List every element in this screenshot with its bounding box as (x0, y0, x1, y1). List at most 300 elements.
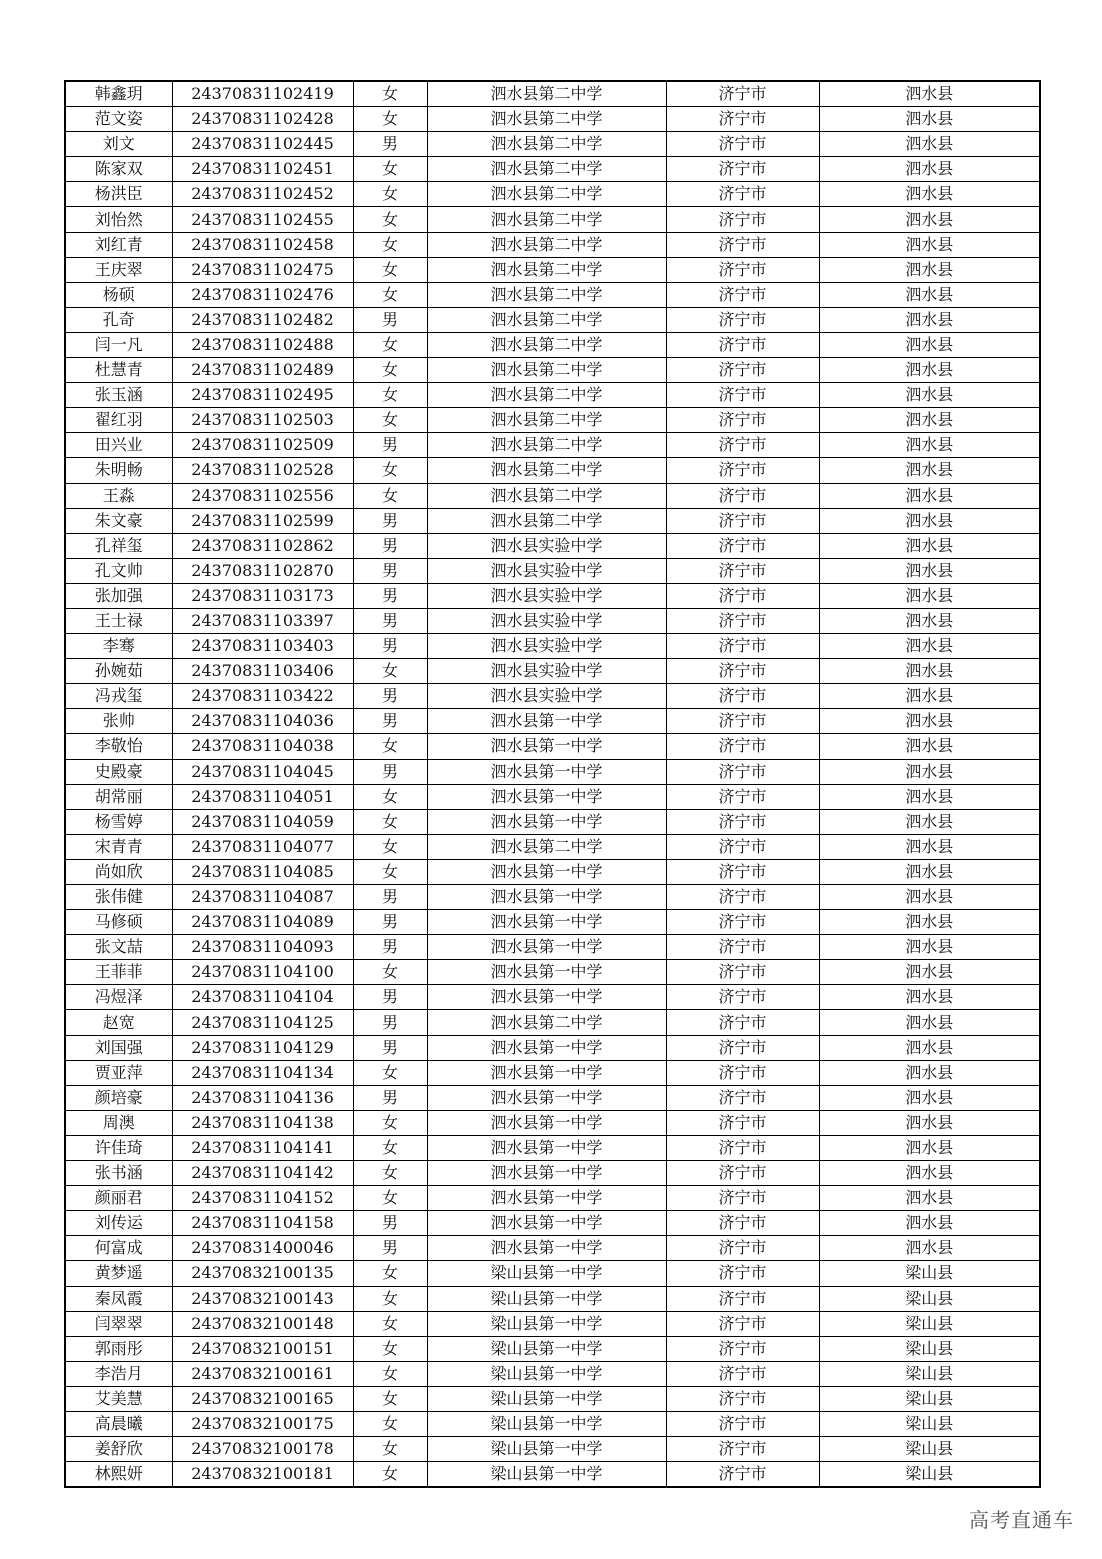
city-cell: 济宁市 (666, 458, 819, 483)
gender-cell: 女 (353, 483, 427, 508)
gender-cell: 女 (353, 1311, 427, 1336)
county-cell: 泗水县 (819, 257, 1040, 282)
city-cell: 济宁市 (666, 433, 819, 458)
gender-cell: 女 (353, 1135, 427, 1160)
city-cell: 济宁市 (666, 1085, 819, 1110)
city-cell: 济宁市 (666, 1386, 819, 1411)
city-cell: 济宁市 (666, 1060, 819, 1085)
county-cell: 泗水县 (819, 1035, 1040, 1060)
city-cell: 济宁市 (666, 1161, 819, 1186)
county-cell: 泗水县 (819, 107, 1040, 132)
table-row (65, 1110, 1040, 1135)
table-row (65, 1236, 1040, 1261)
school-cell: 梁山县第一中学 (427, 1286, 666, 1311)
student-name-cell: 胡常丽 (65, 784, 172, 809)
city-cell: 济宁市 (666, 910, 819, 935)
exam-number-cell: 24370831104125 (172, 1010, 353, 1035)
county-cell: 泗水县 (819, 458, 1040, 483)
county-cell: 泗水县 (819, 1161, 1040, 1186)
school-cell: 泗水县第二中学 (427, 107, 666, 132)
school-cell: 泗水县第二中学 (427, 282, 666, 307)
county-cell: 泗水县 (819, 960, 1040, 985)
student-name-cell: 陈家双 (65, 157, 172, 182)
student-name-cell: 闫翠翠 (65, 1311, 172, 1336)
city-cell: 济宁市 (666, 232, 819, 257)
city-cell: 济宁市 (666, 107, 819, 132)
city-cell: 济宁市 (666, 1186, 819, 1211)
table-row (65, 734, 1040, 759)
table-row (65, 458, 1040, 483)
student-name-cell: 田兴业 (65, 433, 172, 458)
table-row (65, 157, 1040, 182)
county-cell: 泗水县 (819, 709, 1040, 734)
student-name-cell: 秦凤霞 (65, 1286, 172, 1311)
county-cell: 泗水县 (819, 1060, 1040, 1085)
student-name-cell: 颜培豪 (65, 1085, 172, 1110)
exam-number-cell: 24370832100175 (172, 1411, 353, 1436)
table-row (65, 684, 1040, 709)
exam-number-cell: 24370831104152 (172, 1186, 353, 1211)
table-row (65, 910, 1040, 935)
student-name-cell: 王淼 (65, 483, 172, 508)
student-name-cell: 黄梦遥 (65, 1261, 172, 1286)
exam-number-cell: 24370831102870 (172, 558, 353, 583)
county-cell: 泗水县 (819, 533, 1040, 558)
exam-number-cell: 24370831104104 (172, 985, 353, 1010)
table-row (65, 257, 1040, 282)
school-cell: 泗水县第一中学 (427, 784, 666, 809)
city-cell: 济宁市 (666, 132, 819, 157)
school-cell: 泗水县第二中学 (427, 207, 666, 232)
gender-cell: 女 (353, 1186, 427, 1211)
school-cell: 泗水县第一中学 (427, 1211, 666, 1236)
table-row (65, 132, 1040, 157)
exam-number-cell: 24370831102862 (172, 533, 353, 558)
student-name-cell: 史殿豪 (65, 759, 172, 784)
table-row (65, 282, 1040, 307)
gender-cell: 男 (353, 935, 427, 960)
exam-number-cell: 24370831102503 (172, 408, 353, 433)
table-row (65, 81, 1040, 107)
table-row (65, 1261, 1040, 1286)
table-row (65, 659, 1040, 684)
exam-number-cell: 24370831102488 (172, 332, 353, 357)
gender-cell: 男 (353, 1035, 427, 1060)
exam-number-cell: 24370832100148 (172, 1311, 353, 1336)
table-row (65, 1286, 1040, 1311)
student-name-cell: 贾亚萍 (65, 1060, 172, 1085)
gender-cell: 男 (353, 885, 427, 910)
student-name-cell: 许佳琦 (65, 1135, 172, 1160)
county-cell: 泗水县 (819, 834, 1040, 859)
city-cell: 济宁市 (666, 1286, 819, 1311)
student-name-cell: 翟红羽 (65, 408, 172, 433)
county-cell: 泗水县 (819, 784, 1040, 809)
school-cell: 梁山县第一中学 (427, 1437, 666, 1462)
exam-number-cell: 24370831104093 (172, 935, 353, 960)
roster-body (65, 81, 1040, 1487)
gender-cell: 男 (353, 1211, 427, 1236)
table-row (65, 383, 1040, 408)
city-cell: 济宁市 (666, 885, 819, 910)
gender-cell: 女 (353, 1060, 427, 1085)
school-cell: 梁山县第一中学 (427, 1462, 666, 1488)
city-cell: 济宁市 (666, 809, 819, 834)
table-row (65, 709, 1040, 734)
student-name-cell: 王士禄 (65, 608, 172, 633)
gender-cell: 女 (353, 332, 427, 357)
gender-cell: 女 (353, 282, 427, 307)
table-row (65, 307, 1040, 332)
city-cell: 济宁市 (666, 935, 819, 960)
exam-number-cell: 24370831102599 (172, 508, 353, 533)
table-row (65, 533, 1040, 558)
gender-cell: 男 (353, 709, 427, 734)
school-cell: 泗水县第一中学 (427, 1060, 666, 1085)
gender-cell: 女 (353, 734, 427, 759)
gender-cell: 女 (353, 1286, 427, 1311)
table-row (65, 1135, 1040, 1160)
student-name-cell: 马修硕 (65, 910, 172, 935)
school-cell: 泗水县实验中学 (427, 659, 666, 684)
table-row (65, 332, 1040, 357)
city-cell: 济宁市 (666, 533, 819, 558)
gender-cell: 女 (353, 1110, 427, 1135)
gender-cell: 女 (353, 257, 427, 282)
gender-cell: 女 (353, 182, 427, 207)
school-cell: 梁山县第一中学 (427, 1386, 666, 1411)
city-cell: 济宁市 (666, 1336, 819, 1361)
city-cell: 济宁市 (666, 1361, 819, 1386)
gender-cell: 男 (353, 433, 427, 458)
gender-cell: 女 (353, 1386, 427, 1411)
student-name-cell: 王菲菲 (65, 960, 172, 985)
table-row (65, 1411, 1040, 1436)
county-cell: 泗水县 (819, 383, 1040, 408)
city-cell: 济宁市 (666, 1035, 819, 1060)
county-cell: 泗水县 (819, 859, 1040, 884)
school-cell: 泗水县第一中学 (427, 1110, 666, 1135)
student-name-cell: 杨洪臣 (65, 182, 172, 207)
gender-cell: 女 (353, 834, 427, 859)
exam-number-cell: 24370831104077 (172, 834, 353, 859)
school-cell: 泗水县实验中学 (427, 684, 666, 709)
exam-number-cell: 24370831102428 (172, 107, 353, 132)
student-name-cell: 张加强 (65, 583, 172, 608)
gender-cell: 男 (353, 634, 427, 659)
city-cell: 济宁市 (666, 684, 819, 709)
county-cell: 泗水县 (819, 182, 1040, 207)
exam-number-cell: 24370831104136 (172, 1085, 353, 1110)
city-cell: 济宁市 (666, 383, 819, 408)
table-row (65, 1010, 1040, 1035)
gender-cell: 女 (353, 383, 427, 408)
gender-cell: 女 (353, 1261, 427, 1286)
exam-number-cell: 24370831102495 (172, 383, 353, 408)
county-cell: 泗水县 (819, 608, 1040, 633)
exam-number-cell: 24370831104141 (172, 1135, 353, 1160)
city-cell: 济宁市 (666, 1311, 819, 1336)
county-cell: 泗水县 (819, 885, 1040, 910)
school-cell: 泗水县第一中学 (427, 1161, 666, 1186)
student-name-cell: 孔文帅 (65, 558, 172, 583)
student-name-cell: 张书涵 (65, 1161, 172, 1186)
gender-cell: 女 (353, 1437, 427, 1462)
school-cell: 泗水县第二中学 (427, 383, 666, 408)
exam-number-cell: 24370832100135 (172, 1261, 353, 1286)
student-name-cell: 刘传运 (65, 1211, 172, 1236)
gender-cell: 男 (353, 985, 427, 1010)
county-cell: 泗水县 (819, 332, 1040, 357)
school-cell: 泗水县第二中学 (427, 332, 666, 357)
county-cell: 泗水县 (819, 759, 1040, 784)
gender-cell: 男 (353, 1010, 427, 1035)
city-cell: 济宁市 (666, 583, 819, 608)
gender-cell: 女 (353, 960, 427, 985)
school-cell: 泗水县实验中学 (427, 533, 666, 558)
county-cell: 泗水县 (819, 684, 1040, 709)
student-name-cell: 李骞 (65, 634, 172, 659)
exam-number-cell: 24370831104059 (172, 809, 353, 834)
table-row (65, 1437, 1040, 1462)
school-cell: 泗水县第一中学 (427, 1085, 666, 1110)
exam-number-cell: 24370831102452 (172, 182, 353, 207)
county-cell: 梁山县 (819, 1437, 1040, 1462)
city-cell: 济宁市 (666, 81, 819, 107)
gender-cell: 男 (353, 508, 427, 533)
student-name-cell: 刘怡然 (65, 207, 172, 232)
city-cell: 济宁市 (666, 709, 819, 734)
table-row (65, 1161, 1040, 1186)
exam-number-cell: 24370831104085 (172, 859, 353, 884)
gender-cell: 男 (353, 684, 427, 709)
county-cell: 泗水县 (819, 634, 1040, 659)
gender-cell: 女 (353, 1411, 427, 1436)
table-row (65, 508, 1040, 533)
gender-cell: 女 (353, 81, 427, 107)
city-cell: 济宁市 (666, 1010, 819, 1035)
gender-cell: 女 (353, 358, 427, 383)
county-cell: 梁山县 (819, 1361, 1040, 1386)
exam-number-cell: 24370831102458 (172, 232, 353, 257)
gender-cell: 女 (353, 659, 427, 684)
gender-cell: 女 (353, 1361, 427, 1386)
student-name-cell: 郭雨彤 (65, 1336, 172, 1361)
student-name-cell: 张帅 (65, 709, 172, 734)
county-cell: 泗水县 (819, 282, 1040, 307)
exam-number-cell: 24370831103403 (172, 634, 353, 659)
school-cell: 泗水县第一中学 (427, 734, 666, 759)
student-name-cell: 韩鑫玥 (65, 81, 172, 107)
county-cell: 泗水县 (819, 659, 1040, 684)
school-cell: 泗水县第二中学 (427, 433, 666, 458)
gender-cell: 男 (353, 910, 427, 935)
exam-number-cell: 24370831104051 (172, 784, 353, 809)
city-cell: 济宁市 (666, 985, 819, 1010)
student-name-cell: 张伟健 (65, 885, 172, 910)
county-cell: 泗水县 (819, 408, 1040, 433)
exam-number-cell: 24370832100181 (172, 1462, 353, 1488)
student-name-cell: 刘国强 (65, 1035, 172, 1060)
student-name-cell: 冯戎玺 (65, 684, 172, 709)
city-cell: 济宁市 (666, 408, 819, 433)
county-cell: 泗水县 (819, 985, 1040, 1010)
city-cell: 济宁市 (666, 659, 819, 684)
exam-number-cell: 24370831104158 (172, 1211, 353, 1236)
school-cell: 泗水县第二中学 (427, 358, 666, 383)
school-cell: 泗水县实验中学 (427, 608, 666, 633)
county-cell: 梁山县 (819, 1336, 1040, 1361)
gender-cell: 女 (353, 458, 427, 483)
student-name-cell: 孙婉茹 (65, 659, 172, 684)
school-cell: 泗水县第二中学 (427, 508, 666, 533)
gender-cell: 男 (353, 307, 427, 332)
exam-number-cell: 24370831103397 (172, 608, 353, 633)
city-cell: 济宁市 (666, 182, 819, 207)
table-row (65, 1060, 1040, 1085)
city-cell: 济宁市 (666, 759, 819, 784)
student-name-cell: 赵宽 (65, 1010, 172, 1035)
school-cell: 泗水县第一中学 (427, 885, 666, 910)
school-cell: 泗水县第一中学 (427, 809, 666, 834)
county-cell: 泗水县 (819, 1211, 1040, 1236)
county-cell: 泗水县 (819, 583, 1040, 608)
county-cell: 泗水县 (819, 232, 1040, 257)
table-row (65, 759, 1040, 784)
table-row (65, 483, 1040, 508)
table-row (65, 182, 1040, 207)
school-cell: 梁山县第一中学 (427, 1336, 666, 1361)
school-cell: 泗水县第二中学 (427, 132, 666, 157)
exam-number-cell: 24370831102489 (172, 358, 353, 383)
table-row (65, 834, 1040, 859)
student-name-cell: 朱明畅 (65, 458, 172, 483)
city-cell: 济宁市 (666, 1211, 819, 1236)
school-cell: 泗水县第二中学 (427, 408, 666, 433)
county-cell: 梁山县 (819, 1261, 1040, 1286)
student-name-cell: 朱文豪 (65, 508, 172, 533)
student-name-cell: 何富成 (65, 1236, 172, 1261)
school-cell: 泗水县第一中学 (427, 1035, 666, 1060)
student-name-cell: 冯煜泽 (65, 985, 172, 1010)
gender-cell: 女 (353, 107, 427, 132)
table-row (65, 634, 1040, 659)
watermark-text: 高考直通车 (969, 1508, 1074, 1532)
city-cell: 济宁市 (666, 608, 819, 633)
student-name-cell: 刘文 (65, 132, 172, 157)
city-cell: 济宁市 (666, 307, 819, 332)
school-cell: 泗水县第二中学 (427, 257, 666, 282)
school-cell: 泗水县实验中学 (427, 634, 666, 659)
student-name-cell: 高晨曦 (65, 1411, 172, 1436)
county-cell: 梁山县 (819, 1462, 1040, 1488)
school-cell: 泗水县第二中学 (427, 157, 666, 182)
student-name-cell: 张玉涵 (65, 383, 172, 408)
table-row (65, 985, 1040, 1010)
gender-cell: 男 (353, 608, 427, 633)
city-cell: 济宁市 (666, 634, 819, 659)
exam-number-cell: 24370831102528 (172, 458, 353, 483)
exam-number-cell: 24370831104036 (172, 709, 353, 734)
gender-cell: 女 (353, 232, 427, 257)
table-row (65, 207, 1040, 232)
county-cell: 泗水县 (819, 558, 1040, 583)
student-name-cell: 杜慧青 (65, 358, 172, 383)
city-cell: 济宁市 (666, 508, 819, 533)
exam-number-cell: 24370831102476 (172, 282, 353, 307)
exam-number-cell: 24370832100161 (172, 1361, 353, 1386)
student-name-cell: 尚如欣 (65, 859, 172, 884)
table-row (65, 885, 1040, 910)
table-row (65, 935, 1040, 960)
city-cell: 济宁市 (666, 834, 819, 859)
exam-number-cell: 24370831104038 (172, 734, 353, 759)
school-cell: 泗水县第一中学 (427, 1135, 666, 1160)
gender-cell: 男 (353, 1085, 427, 1110)
school-cell: 泗水县第二中学 (427, 182, 666, 207)
county-cell: 泗水县 (819, 132, 1040, 157)
table-row (65, 408, 1040, 433)
student-name-cell: 王庆翠 (65, 257, 172, 282)
student-name-cell: 孔奇 (65, 307, 172, 332)
county-cell: 泗水县 (819, 1010, 1040, 1035)
city-cell: 济宁市 (666, 1437, 819, 1462)
city-cell: 济宁市 (666, 207, 819, 232)
table-row (65, 608, 1040, 633)
county-cell: 梁山县 (819, 1411, 1040, 1436)
gender-cell: 男 (353, 1236, 427, 1261)
county-cell: 泗水县 (819, 1110, 1040, 1135)
county-cell: 泗水县 (819, 1186, 1040, 1211)
exam-number-cell: 24370831400046 (172, 1236, 353, 1261)
table-row (65, 558, 1040, 583)
county-cell: 泗水县 (819, 81, 1040, 107)
county-cell: 泗水县 (819, 207, 1040, 232)
table-row (65, 1186, 1040, 1211)
county-cell: 泗水县 (819, 734, 1040, 759)
gender-cell: 男 (353, 759, 427, 784)
city-cell: 济宁市 (666, 257, 819, 282)
school-cell: 泗水县第二中学 (427, 307, 666, 332)
exam-number-cell: 24370831102556 (172, 483, 353, 508)
county-cell: 泗水县 (819, 483, 1040, 508)
city-cell: 济宁市 (666, 1110, 819, 1135)
school-cell: 泗水县第一中学 (427, 859, 666, 884)
school-cell: 泗水县第二中学 (427, 81, 666, 107)
exam-number-cell: 24370831104100 (172, 960, 353, 985)
school-cell: 泗水县第二中学 (427, 483, 666, 508)
city-cell: 济宁市 (666, 734, 819, 759)
county-cell: 梁山县 (819, 1286, 1040, 1311)
school-cell: 泗水县第一中学 (427, 709, 666, 734)
city-cell: 济宁市 (666, 1462, 819, 1488)
gender-cell: 女 (353, 207, 427, 232)
school-cell: 泗水县第二中学 (427, 458, 666, 483)
exam-number-cell: 24370831104138 (172, 1110, 353, 1135)
student-name-cell: 范文姿 (65, 107, 172, 132)
student-name-cell: 李浩月 (65, 1361, 172, 1386)
gender-cell: 女 (353, 1161, 427, 1186)
gender-cell: 女 (353, 784, 427, 809)
city-cell: 济宁市 (666, 960, 819, 985)
roster-table (64, 80, 1041, 1488)
exam-number-cell: 24370831104129 (172, 1035, 353, 1060)
city-cell: 济宁市 (666, 1135, 819, 1160)
county-cell: 泗水县 (819, 508, 1040, 533)
student-name-cell: 艾美慧 (65, 1386, 172, 1411)
county-cell: 泗水县 (819, 1135, 1040, 1160)
student-name-cell: 杨硕 (65, 282, 172, 307)
